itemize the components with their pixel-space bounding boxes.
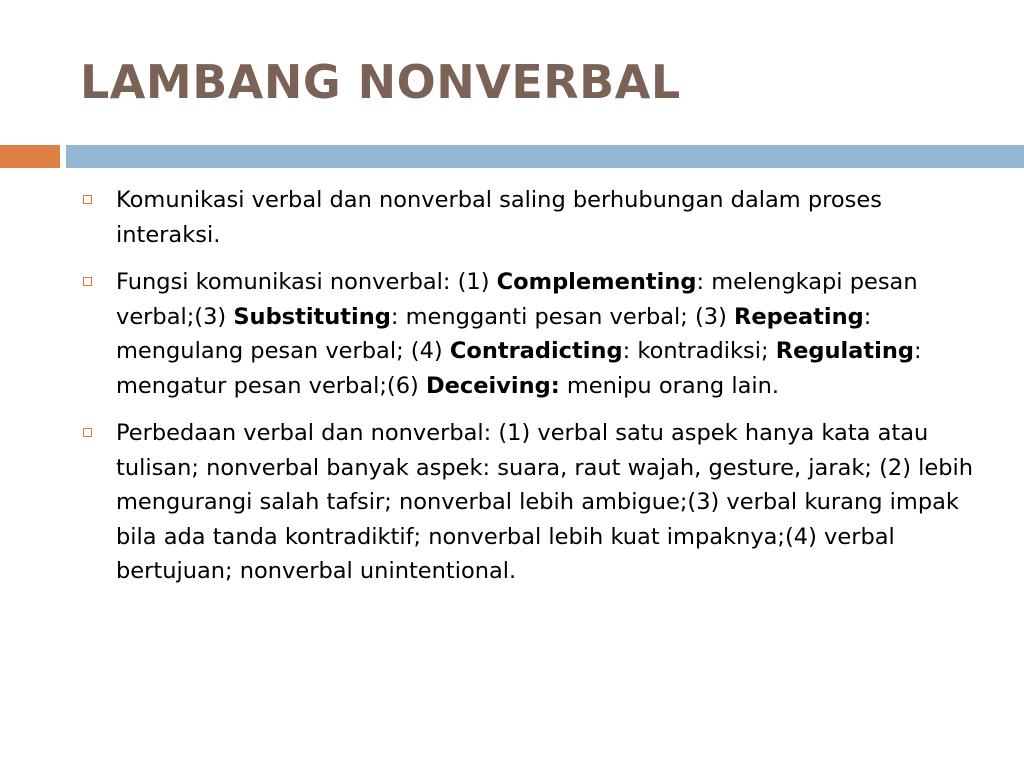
- bullet-text-segment: : mengulang pesan verbal; (4): [116, 303, 872, 364]
- square-bullet-icon: [83, 277, 92, 286]
- term-complementing: Complementing: [496, 269, 697, 295]
- bullet-text: Komunikasi verbal dan nonverbal saling berhubungan dalam proses interaksi.: [116, 187, 882, 248]
- bullet-text: Perbedaan verbal dan nonverbal: (1) verbal satu aspek hanya kata atau tulisan; nonverbal banyak aspek: suara, raut wajah, gesture, jarak; (2) lebih mengurangi salah tafsir; nonverbal lebih ambigue;(3) verbal kurang impak bila ada tanda kontradiktif; nonverbal lebih kuat impaknya;(4) verbal bertujuan; nonverbal unintentional.: [116, 420, 974, 584]
- square-bullet-icon: [83, 428, 92, 437]
- accent-bar-blue: [66, 145, 1024, 168]
- term-substituting: Substituting: [233, 303, 391, 330]
- square-bullet-icon: [83, 195, 92, 204]
- slide-title: LAMBANG NONVERBAL: [80, 55, 681, 109]
- bullet-text-segment: : mengganti pesan verbal; (3): [390, 303, 735, 330]
- bullet-text-segment: : mengatur pesan verbal;(6): [116, 338, 922, 399]
- bullet-item: [80, 183, 980, 252]
- bullet-text-segment: : kontradiksi;: [622, 338, 776, 364]
- bullet-list: [80, 183, 980, 602]
- accent-bar-orange: [0, 145, 60, 168]
- bullet-text-segment: : melengkapi pesan verbal;(3): [116, 269, 918, 330]
- bullet-text-segment: Fungsi komunikasi nonverbal: (1): [116, 269, 497, 295]
- bullet-item: [80, 416, 980, 589]
- term-contradicting: Contradicting: [449, 338, 623, 364]
- bullet-text-segment: menipu orang lain.: [559, 372, 780, 399]
- term-regulating: Regulating: [775, 338, 914, 364]
- term-repeating: Repeating: [734, 303, 864, 330]
- bullet-item: [80, 265, 980, 403]
- term-deceiving: Deceiving:: [425, 372, 560, 399]
